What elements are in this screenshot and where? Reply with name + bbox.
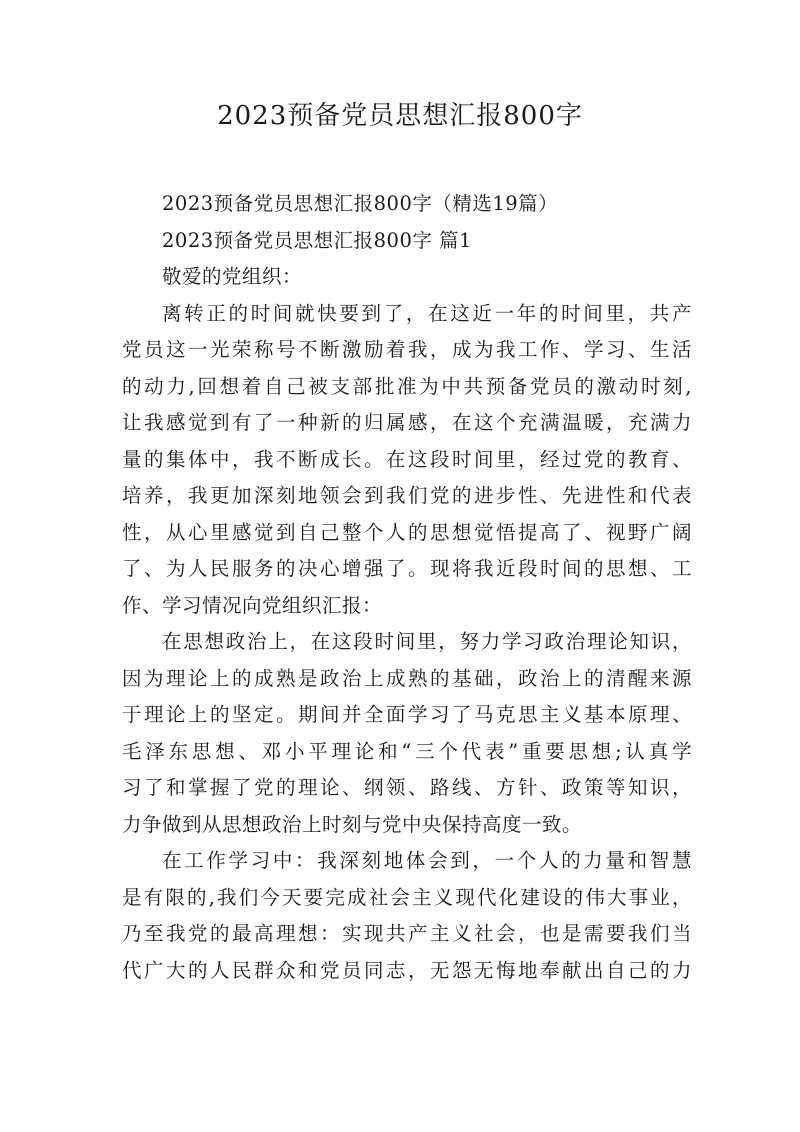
text-line: 毛泽东思想、邓小平理论和“三个代表”重要思想;认真学 [122, 739, 692, 763]
text-line: 乃至我党的最高理想：实现共产主义社会，也是需要我们当 [122, 922, 692, 945]
text-line: 2023预备党员思想汇报800字 篇1 [162, 228, 472, 252]
text-line: 力争做到从思想政治上时刻与党中央保持高度一致。 [122, 812, 583, 836]
text-line: 敬爱的党组织： [162, 265, 303, 288]
text-line: 因为理论上的成熟是政治上成熟的基础，政治上的清醒来源 [122, 666, 692, 690]
text-line: 2023预备党员思想汇报800字（精选19篇） [162, 192, 559, 215]
text-line: 作、学习情况向党组织汇报： [122, 593, 383, 617]
page-title: 2023预备党员思想汇报800字 [217, 101, 583, 131]
text-line: 在思想政治上，在这段时间里，努力学习政治理论知识， [162, 630, 692, 653]
text-line: 让我感觉到有了一种新的归属感，在这个充满温暖，充满力 [122, 411, 692, 434]
text-line: 在工作学习中：我深刻地体会到，一个人的力量和智慧 [162, 849, 692, 872]
text-line: 量的集体中，我不断成长。在这段时间里，经过党的教育、 [122, 447, 692, 471]
text-line: 习了和掌握了党的理论、纲领、路线、方针、政策等知识， [122, 776, 692, 799]
text-line: 党员这一光荣称号不断激励着我，成为我工作、学习、生活 [122, 338, 692, 361]
text-line: 离转正的时间就快要到了，在这近一年的时间里，共产 [162, 301, 692, 325]
text-line: 了、为人民服务的决心增强了。现将我近段时间的思想、工 [122, 557, 692, 580]
document-body [122, 186, 692, 989]
text-line: 代广大的人民群众和党员同志，无怨无悔地奉献出自己的力 [122, 958, 692, 982]
text-line: 培养，我更加深刻地领会到我们党的进步性、先进性和代表 [122, 484, 692, 507]
text-line: 的动力,回想着自己被支部批准为中共预备党员的激动时刻, [122, 374, 692, 398]
text-line: 是有限的,我们今天要完成社会主义现代化建设的伟大事业， [122, 885, 692, 909]
text-line: 性，从心里感觉到自己整个人的思想觉悟提高了、视野广阔 [122, 520, 692, 544]
text-line: 于理论上的坚定。期间并全面学习了马克思主义基本原理、 [122, 703, 692, 726]
